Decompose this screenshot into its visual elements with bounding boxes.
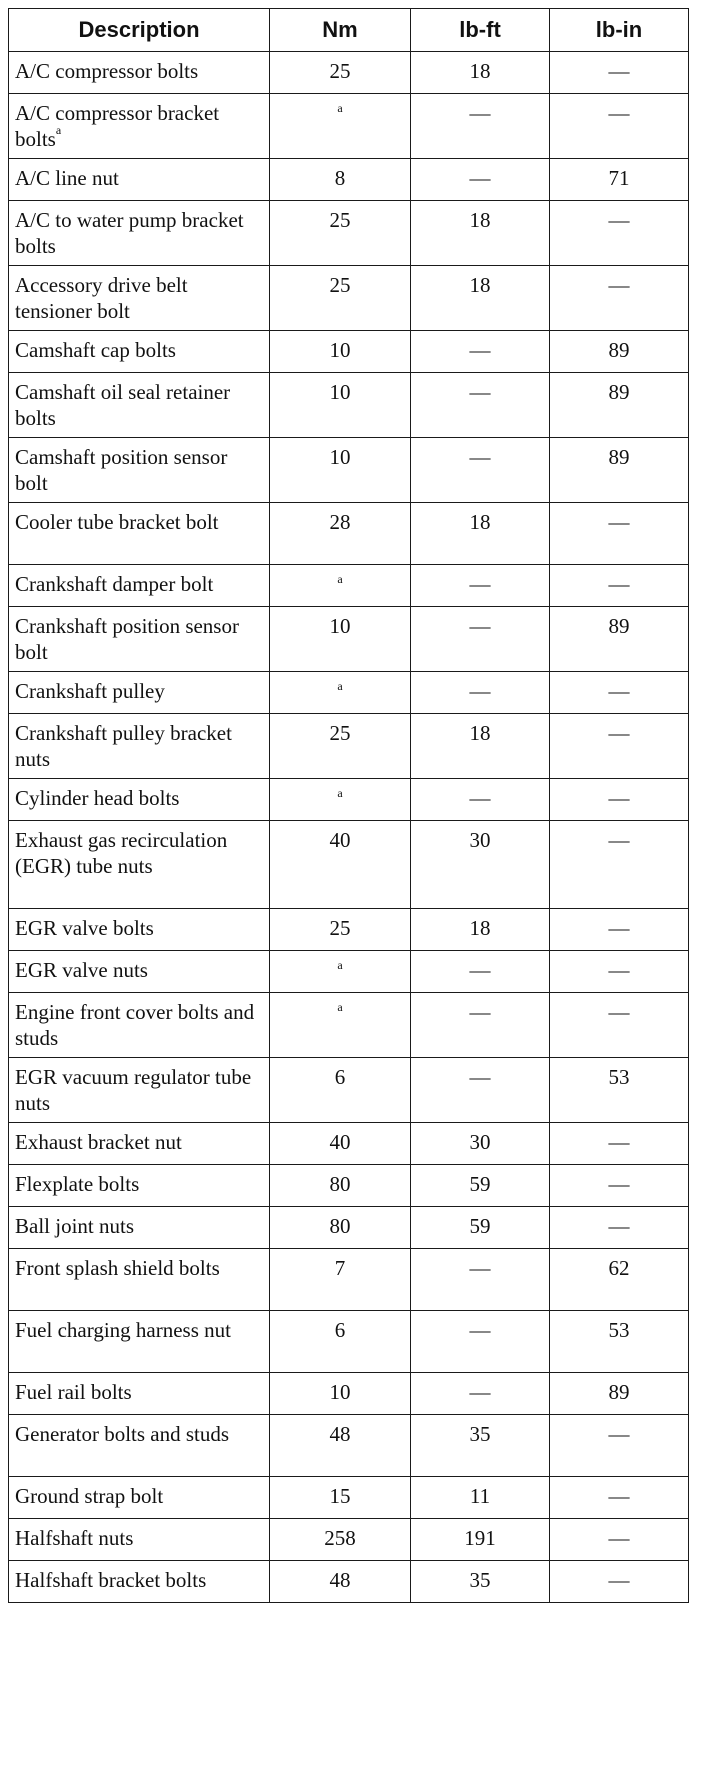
cell-lb-in <box>550 1373 689 1415</box>
empty-dash: — <box>608 1568 630 1592</box>
cell-nm <box>270 52 411 94</box>
table-row <box>9 672 689 714</box>
description-text: A/C line nut <box>15 166 119 190</box>
empty-dash: — <box>469 338 491 362</box>
value-text: 25 <box>329 273 351 297</box>
value-text: 80 <box>329 1172 351 1196</box>
empty-dash: — <box>608 208 630 232</box>
value-text: 40 <box>329 1130 351 1154</box>
empty-dash: — <box>469 958 491 982</box>
cell-description <box>9 1373 270 1415</box>
cell-lb-ft <box>411 331 550 373</box>
table-row <box>9 52 689 94</box>
cell-nm <box>270 1519 411 1561</box>
table-row <box>9 201 689 266</box>
cell-nm <box>270 951 411 993</box>
description-text: Camshaft position sensor bolt <box>15 445 228 495</box>
empty-dash: — <box>608 1484 630 1508</box>
table-row <box>9 438 689 503</box>
value-text: 6 <box>334 1318 346 1342</box>
header-description: Description <box>9 9 270 52</box>
footnote-marker: a <box>337 572 343 586</box>
cell-lb-ft <box>411 1519 550 1561</box>
cell-nm <box>270 438 411 503</box>
cell-lb-in <box>550 373 689 438</box>
description-text: Generator bolts and studs <box>15 1422 230 1446</box>
cell-description <box>9 672 270 714</box>
value-text: 18 <box>469 916 491 940</box>
cell-description <box>9 714 270 779</box>
description-text: Ball joint nuts <box>15 1214 135 1238</box>
cell-lb-in <box>550 1519 689 1561</box>
description-text: Crankshaft pulley <box>15 679 165 703</box>
table-header <box>9 9 689 52</box>
cell-lb-ft <box>411 1311 550 1373</box>
cell-lb-ft <box>411 266 550 331</box>
cell-nm <box>270 1561 411 1603</box>
description-text: Fuel rail bolts <box>15 1380 132 1404</box>
cell-lb-in <box>550 909 689 951</box>
table-body <box>9 52 689 1603</box>
cell-lb-in <box>550 266 689 331</box>
cell-lb-in <box>550 1477 689 1519</box>
cell-lb-in <box>550 1249 689 1311</box>
table-row <box>9 1415 689 1477</box>
table-row <box>9 331 689 373</box>
cell-lb-in <box>550 1165 689 1207</box>
table-row <box>9 1249 689 1311</box>
description-text: Exhaust bracket nut <box>15 1130 182 1154</box>
table-row <box>9 565 689 607</box>
footnote-marker: a <box>55 123 62 137</box>
cell-nm <box>270 503 411 565</box>
table-row <box>9 1311 689 1373</box>
cell-description <box>9 821 270 909</box>
description-text: Halfshaft bracket bolts <box>15 1568 207 1592</box>
value-text: 25 <box>329 721 351 745</box>
value-text: 71 <box>608 166 630 190</box>
value-text: 258 <box>324 1526 356 1550</box>
header-lb-in: lb-in <box>550 9 689 52</box>
cell-description <box>9 1311 270 1373</box>
cell-lb-in <box>550 714 689 779</box>
empty-dash: — <box>608 572 630 596</box>
value-text: 11 <box>469 1484 491 1508</box>
empty-dash: — <box>469 166 491 190</box>
table-row <box>9 821 689 909</box>
cell-lb-ft <box>411 951 550 993</box>
cell-lb-ft <box>411 1561 550 1603</box>
cell-lb-ft <box>411 1123 550 1165</box>
value-text: 18 <box>469 273 491 297</box>
cell-lb-ft <box>411 565 550 607</box>
description-text: Cooler tube bracket bolt <box>15 510 219 534</box>
table-row <box>9 266 689 331</box>
value-text: 89 <box>608 380 630 404</box>
empty-dash: — <box>608 679 630 703</box>
empty-dash: — <box>469 445 491 469</box>
cell-lb-ft <box>411 1058 550 1123</box>
value-text: 30 <box>469 828 491 852</box>
value-text: 8 <box>334 166 346 190</box>
description-text: A/C to water pump bracket bolts <box>15 208 244 258</box>
cell-lb-in <box>550 331 689 373</box>
cell-lb-ft <box>411 1249 550 1311</box>
empty-dash: — <box>608 916 630 940</box>
cell-description <box>9 607 270 672</box>
cell-description <box>9 94 270 159</box>
cell-lb-in <box>550 503 689 565</box>
value-text: 7 <box>334 1256 346 1280</box>
table-row <box>9 1123 689 1165</box>
cell-description <box>9 1123 270 1165</box>
value-text: 25 <box>329 59 351 83</box>
torque-spec-table <box>8 8 689 1603</box>
cell-lb-ft <box>411 1165 550 1207</box>
cell-nm <box>270 1415 411 1477</box>
table-row <box>9 1165 689 1207</box>
table-row <box>9 503 689 565</box>
cell-description <box>9 1165 270 1207</box>
cell-lb-ft <box>411 438 550 503</box>
description-text: EGR valve bolts <box>15 916 154 940</box>
value-text: 10 <box>329 614 351 638</box>
table-row <box>9 1519 689 1561</box>
header-nm: Nm <box>270 9 411 52</box>
value-text: 15 <box>329 1484 351 1508</box>
table-row <box>9 1561 689 1603</box>
description-text: A/C compressor bolts <box>15 59 199 83</box>
cell-nm <box>270 1373 411 1415</box>
value-text: 18 <box>469 208 491 232</box>
table-row <box>9 951 689 993</box>
cell-nm <box>270 373 411 438</box>
table-row <box>9 1207 689 1249</box>
cell-nm <box>270 1123 411 1165</box>
empty-dash: — <box>469 786 491 810</box>
value-text: 80 <box>329 1214 351 1238</box>
description-text: EGR valve nuts <box>15 958 148 982</box>
cell-lb-in <box>550 52 689 94</box>
cell-description <box>9 565 270 607</box>
cell-lb-ft <box>411 821 550 909</box>
value-text: 10 <box>329 380 351 404</box>
cell-lb-in <box>550 821 689 909</box>
cell-nm <box>270 1165 411 1207</box>
cell-description <box>9 909 270 951</box>
value-text: 35 <box>469 1568 491 1592</box>
cell-lb-ft <box>411 993 550 1058</box>
cell-lb-in <box>550 1058 689 1123</box>
cell-description <box>9 331 270 373</box>
empty-dash: — <box>608 721 630 745</box>
cell-nm <box>270 266 411 331</box>
value-text: 89 <box>608 338 630 362</box>
value-text: 53 <box>608 1065 630 1089</box>
cell-lb-in <box>550 993 689 1058</box>
cell-nm <box>270 821 411 909</box>
cell-nm <box>270 909 411 951</box>
table-row <box>9 159 689 201</box>
table-row <box>9 779 689 821</box>
value-text: 10 <box>329 445 351 469</box>
cell-lb-ft <box>411 1477 550 1519</box>
description-text: Exhaust gas recirculation (EGR) tube nuts <box>15 828 228 878</box>
footnote-marker: a <box>337 1000 343 1014</box>
cell-nm <box>270 565 411 607</box>
cell-description <box>9 1207 270 1249</box>
footnote-marker: a <box>337 101 343 115</box>
cell-lb-ft <box>411 1415 550 1477</box>
cell-nm <box>270 607 411 672</box>
cell-lb-ft <box>411 201 550 266</box>
cell-lb-ft <box>411 1373 550 1415</box>
description-text: EGR vacuum regulator tube nuts <box>15 1065 252 1115</box>
cell-lb-in <box>550 779 689 821</box>
footnote-marker: a <box>337 958 343 972</box>
cell-nm <box>270 714 411 779</box>
cell-lb-in <box>550 159 689 201</box>
cell-lb-ft <box>411 159 550 201</box>
cell-description <box>9 373 270 438</box>
description-text: Fuel charging harness nut <box>15 1318 231 1342</box>
table-row <box>9 94 689 159</box>
value-text: 48 <box>329 1422 351 1446</box>
value-text: 18 <box>469 510 491 534</box>
description-text: A/C compressor bracket bolts <box>15 101 220 151</box>
empty-dash: — <box>469 614 491 638</box>
cell-nm <box>270 1311 411 1373</box>
value-text: 59 <box>469 1172 491 1196</box>
cell-nm <box>270 993 411 1058</box>
table-row <box>9 993 689 1058</box>
value-text: 40 <box>329 828 351 852</box>
header-lb-ft: lb-ft <box>411 9 550 52</box>
value-text: 53 <box>608 1318 630 1342</box>
cell-lb-ft <box>411 607 550 672</box>
description-text: Crankshaft pulley bracket nuts <box>15 721 232 771</box>
cell-lb-in <box>550 1207 689 1249</box>
value-text: 6 <box>334 1065 346 1089</box>
cell-description <box>9 993 270 1058</box>
table-row <box>9 1477 689 1519</box>
cell-description <box>9 438 270 503</box>
empty-dash: — <box>608 828 630 852</box>
value-text: 35 <box>469 1422 491 1446</box>
cell-lb-in <box>550 201 689 266</box>
empty-dash: — <box>608 1422 630 1446</box>
description-text: Crankshaft damper bolt <box>15 572 214 596</box>
description-text: Camshaft cap bolts <box>15 338 176 362</box>
value-text: 18 <box>469 721 491 745</box>
description-text: Cylinder head bolts <box>15 786 180 810</box>
empty-dash: — <box>608 958 630 982</box>
value-text: 89 <box>608 1380 630 1404</box>
cell-lb-ft <box>411 94 550 159</box>
cell-description <box>9 159 270 201</box>
empty-dash: — <box>469 679 491 703</box>
value-text: 89 <box>608 614 630 638</box>
cell-lb-in <box>550 607 689 672</box>
cell-lb-ft <box>411 503 550 565</box>
value-text: 28 <box>329 510 351 534</box>
description-text: Flexplate bolts <box>15 1172 140 1196</box>
table-row <box>9 714 689 779</box>
empty-dash: — <box>608 786 630 810</box>
empty-dash: — <box>608 1000 630 1024</box>
cell-lb-ft <box>411 779 550 821</box>
empty-dash: — <box>608 59 630 83</box>
cell-nm <box>270 159 411 201</box>
cell-lb-in <box>550 94 689 159</box>
table-row <box>9 1373 689 1415</box>
cell-description <box>9 1477 270 1519</box>
cell-lb-in <box>550 1561 689 1603</box>
cell-lb-ft <box>411 672 550 714</box>
footnote-marker: a <box>337 786 343 800</box>
empty-dash: — <box>469 1380 491 1404</box>
empty-dash: — <box>608 101 630 125</box>
description-text: Halfshaft nuts <box>15 1526 134 1550</box>
cell-description <box>9 1415 270 1477</box>
cell-nm <box>270 779 411 821</box>
value-text: 30 <box>469 1130 491 1154</box>
value-text: 89 <box>608 445 630 469</box>
cell-nm <box>270 331 411 373</box>
empty-dash: — <box>608 1214 630 1238</box>
description-text: Engine front cover bolts and studs <box>15 1000 255 1050</box>
cell-nm <box>270 1477 411 1519</box>
value-text: 59 <box>469 1214 491 1238</box>
cell-lb-in <box>550 565 689 607</box>
header-row <box>9 9 689 52</box>
footnote-marker: a <box>337 679 343 693</box>
value-text: 10 <box>329 338 351 362</box>
cell-description <box>9 503 270 565</box>
table-row <box>9 1058 689 1123</box>
cell-description <box>9 1058 270 1123</box>
cell-nm <box>270 672 411 714</box>
cell-nm <box>270 94 411 159</box>
empty-dash: — <box>469 1065 491 1089</box>
description-text: Accessory drive belt tensioner bolt <box>15 273 188 323</box>
cell-lb-ft <box>411 52 550 94</box>
cell-lb-in <box>550 1123 689 1165</box>
cell-description <box>9 1249 270 1311</box>
cell-description <box>9 201 270 266</box>
cell-lb-in <box>550 672 689 714</box>
value-text: 10 <box>329 1380 351 1404</box>
cell-nm <box>270 201 411 266</box>
empty-dash: — <box>608 510 630 534</box>
description-text: Ground strap bolt <box>15 1484 164 1508</box>
value-text: 25 <box>329 916 351 940</box>
cell-nm <box>270 1207 411 1249</box>
empty-dash: — <box>469 1318 491 1342</box>
cell-lb-ft <box>411 1207 550 1249</box>
empty-dash: — <box>469 1000 491 1024</box>
description-text: Camshaft oil seal retainer bolts <box>15 380 231 430</box>
empty-dash: — <box>608 1130 630 1154</box>
empty-dash: — <box>469 572 491 596</box>
value-text: 191 <box>464 1526 496 1550</box>
empty-dash: — <box>469 101 491 125</box>
value-text: 25 <box>329 208 351 232</box>
cell-description <box>9 1519 270 1561</box>
empty-dash: — <box>608 273 630 297</box>
cell-lb-in <box>550 1415 689 1477</box>
cell-description <box>9 52 270 94</box>
cell-lb-ft <box>411 714 550 779</box>
empty-dash: — <box>608 1526 630 1550</box>
empty-dash: — <box>608 1172 630 1196</box>
empty-dash: — <box>469 1256 491 1280</box>
table-row <box>9 607 689 672</box>
cell-lb-in <box>550 1311 689 1373</box>
value-text: 48 <box>329 1568 351 1592</box>
cell-description <box>9 951 270 993</box>
cell-description <box>9 779 270 821</box>
cell-nm <box>270 1249 411 1311</box>
table-row <box>9 373 689 438</box>
cell-nm <box>270 1058 411 1123</box>
cell-lb-in <box>550 951 689 993</box>
value-text: 62 <box>608 1256 630 1280</box>
empty-dash: — <box>469 380 491 404</box>
cell-description <box>9 1561 270 1603</box>
cell-lb-ft <box>411 909 550 951</box>
value-text: 18 <box>469 59 491 83</box>
cell-lb-ft <box>411 373 550 438</box>
description-text: Crankshaft position sensor bolt <box>15 614 239 664</box>
table-row <box>9 909 689 951</box>
cell-description <box>9 266 270 331</box>
description-text: Front splash shield bolts <box>15 1256 220 1280</box>
cell-lb-in <box>550 438 689 503</box>
